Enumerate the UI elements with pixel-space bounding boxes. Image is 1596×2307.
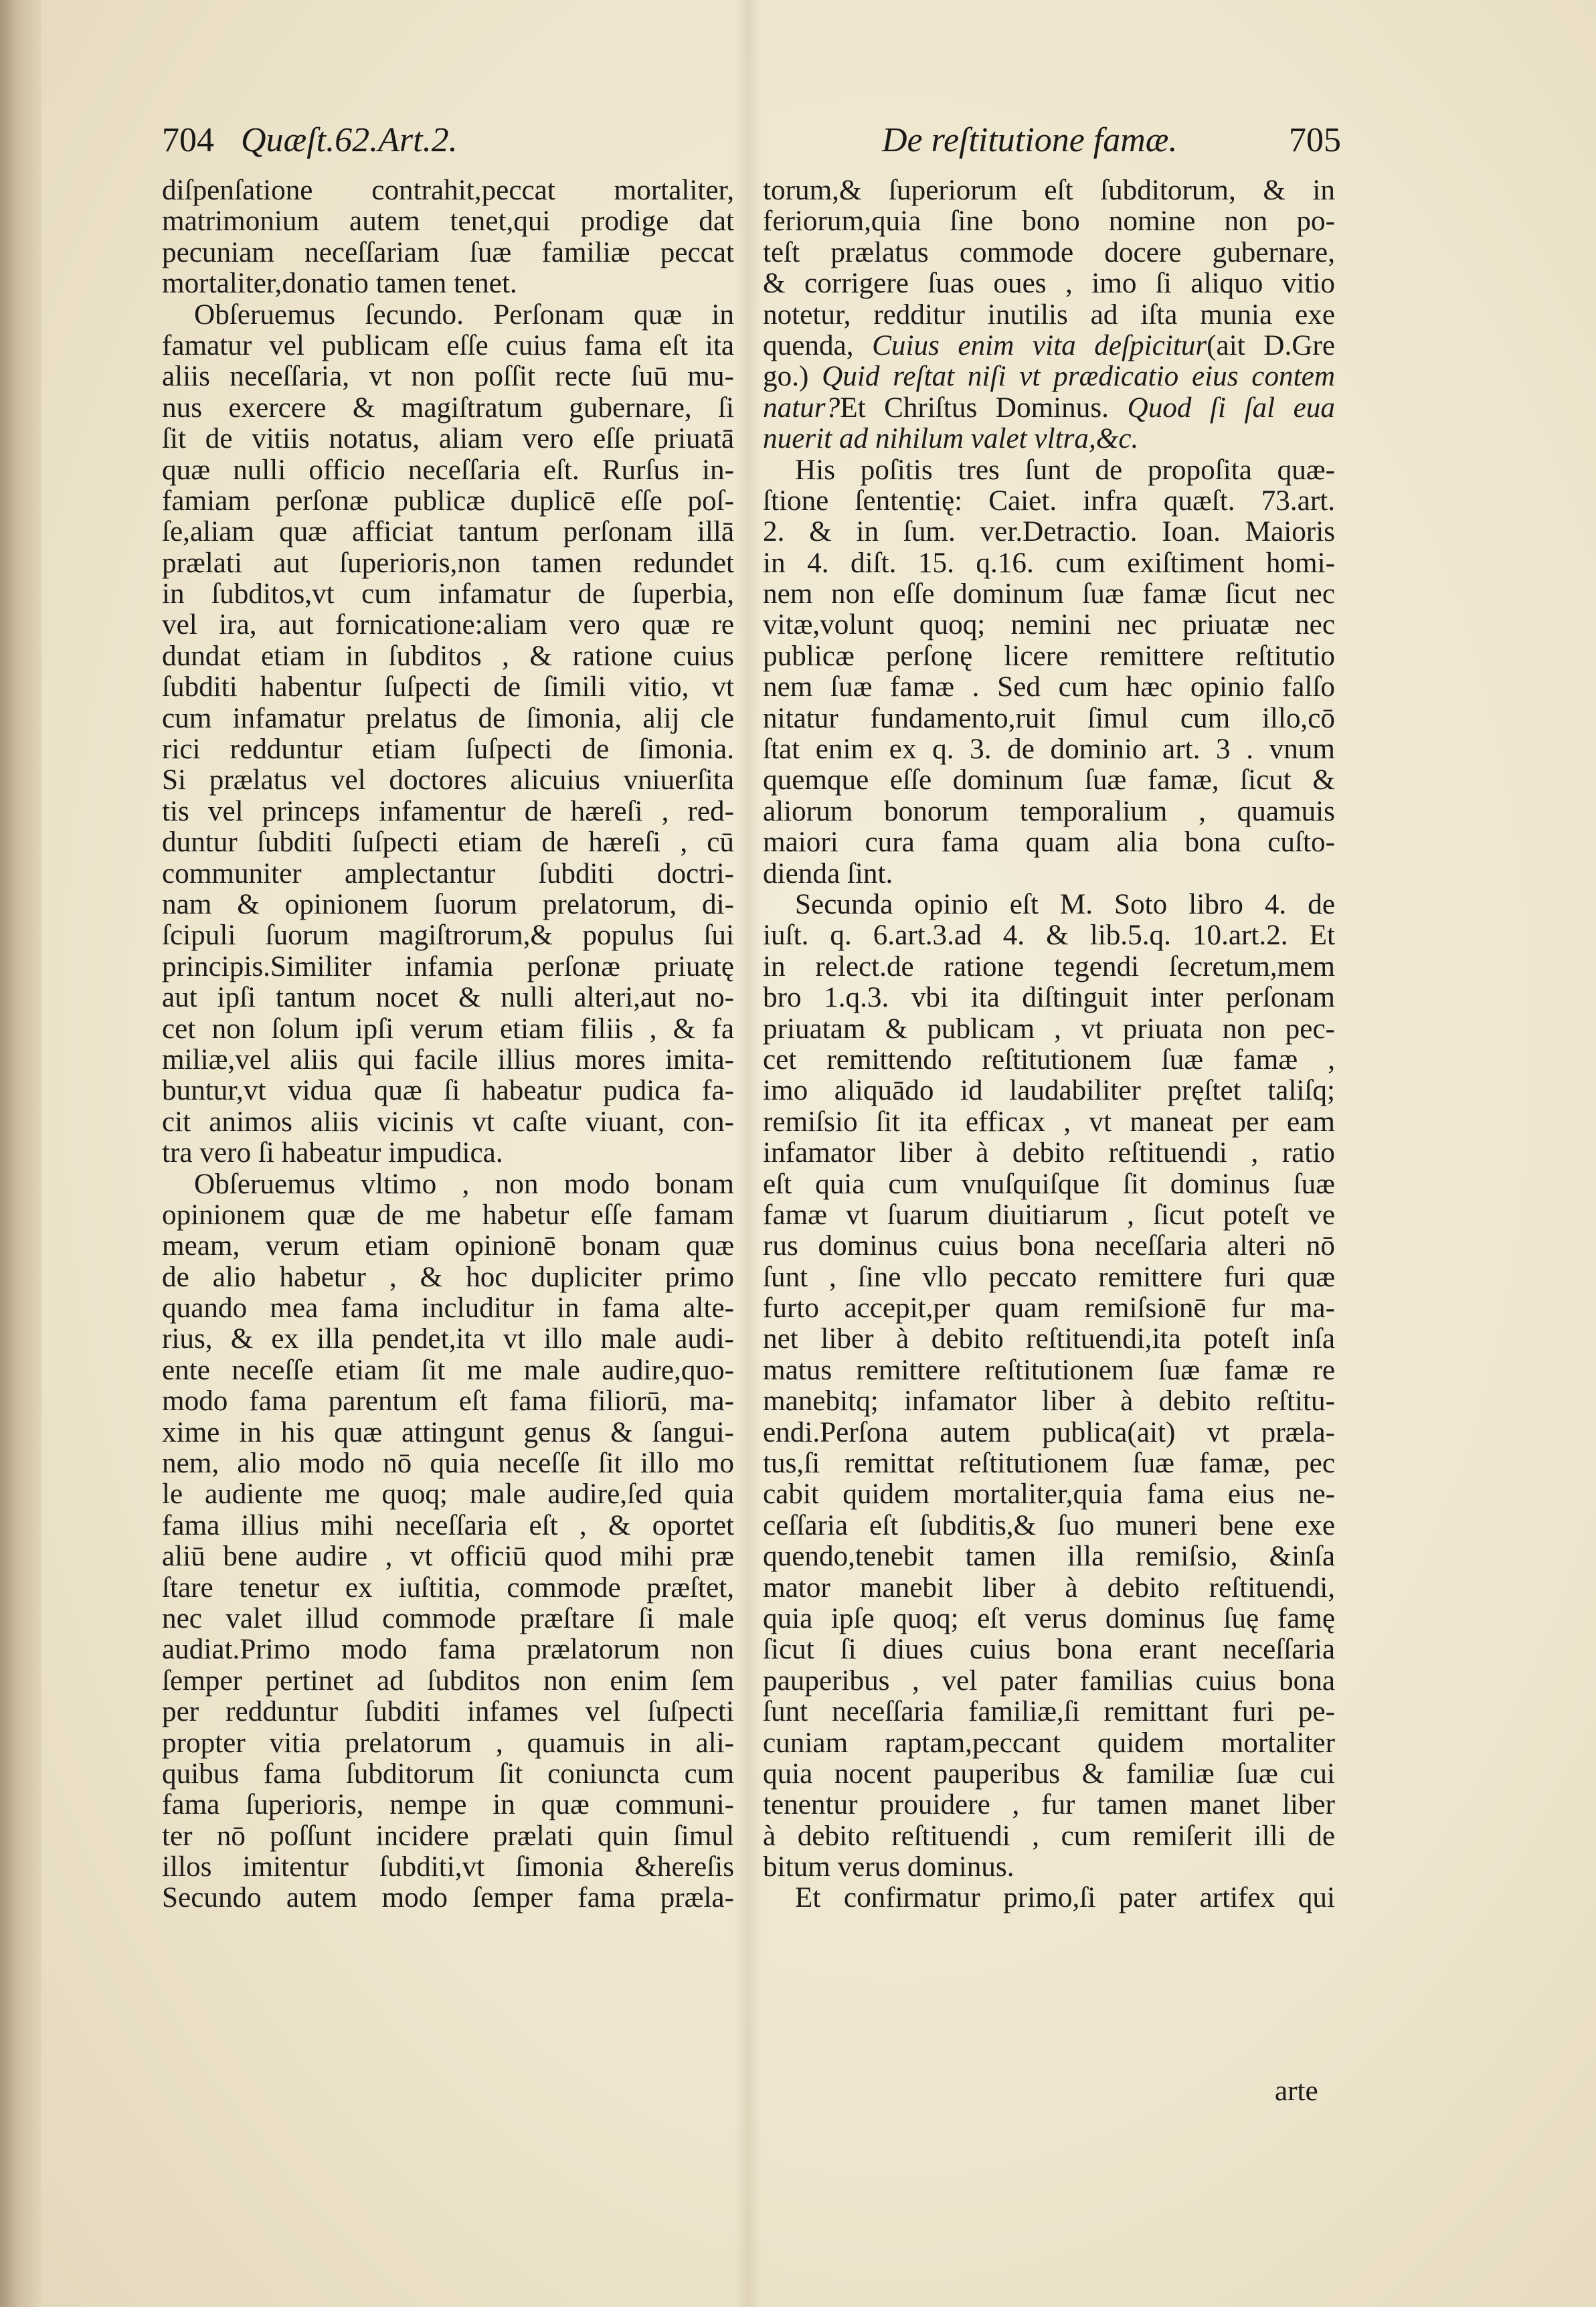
text-line: [162, 455, 734, 486]
text-line: [763, 1200, 1335, 1231]
line-text: nec valet illud commode præſtare ſi male: [162, 1603, 734, 1634]
catchword: arte: [1275, 2075, 1318, 2107]
line-text: tis vel princeps infamentur de hæreſi , red-: [162, 796, 734, 827]
line-text: nem non eſſe dominum ſuæ famæ ſicut nec: [763, 579, 1335, 610]
line-text: nus exercere & magiſtratum gubernare, ſi: [162, 392, 734, 424]
line-text: diſpenſatione contrahit,peccat mortaliter,: [162, 175, 734, 206]
text-line: [162, 1697, 734, 1727]
line-text: imo aliquādo id laudabiliter pręſtet taliſq;: [763, 1076, 1335, 1107]
text-line: [162, 300, 734, 331]
line-text: 2. & in ſum. ver.Detractio. Ioan. Maioris: [763, 517, 1335, 548]
line-text: tus,ſi remittat reſtitutionem ſuæ famæ, pec: [763, 1448, 1335, 1480]
line-text: furto accepit,per quam remiſsionē fur ma-: [763, 1293, 1335, 1325]
line-text: Et Chriſtus Dominus.: [840, 392, 1128, 424]
text-line: [763, 1014, 1335, 1045]
line-text: ſunt , ſine vllo peccato remittere furi quæ: [763, 1262, 1335, 1293]
text-line: [162, 672, 734, 703]
line-text: duntur ſubditi ſuſpecti etiam de hæreſi , cū: [162, 827, 734, 859]
line-text: pecuniam neceſſariam ſuæ familiæ peccat: [162, 237, 734, 268]
line-text: Secundo autem modo ſemper fama præla-: [162, 1883, 734, 1914]
text-line: [763, 1076, 1335, 1106]
line-text: illos imitentur ſubditi,vt ſimonia &hereſis: [162, 1852, 734, 1883]
line-text: cet remittendo reſtitutionem ſuæ famæ ,: [763, 1044, 1335, 1076]
text-line: [162, 734, 734, 765]
text-line: [763, 1107, 1335, 1138]
text-line: [763, 486, 1335, 517]
line-text: ſe,aliam quæ afficiat tantum perſonam illā: [162, 517, 734, 548]
line-text: opinionem quæ de me habetur eſſe famam: [162, 1199, 734, 1231]
text-line: [763, 175, 1335, 206]
text-line: [162, 393, 734, 424]
line-text: de alio habetur , & hoc dupliciter primo: [162, 1262, 734, 1293]
text-line: [763, 517, 1335, 547]
text-line: [162, 1386, 734, 1417]
text-line: [162, 703, 734, 734]
line-text: cabit quidem mortaliter,quia fama eius ne-: [763, 1479, 1335, 1511]
line-text: dienda ſint.: [763, 858, 893, 889]
line-text: nem ſuæ famæ . Sed cum hæc opinio falſo: [763, 672, 1335, 703]
line-text: iuſt. q. 6.art.3.ad 4. & lib.5.q. 10.art.2. Et: [763, 920, 1335, 952]
italic-quote: Quod ſi ſal eua: [1127, 392, 1335, 424]
line-text: endi.Perſona autem publica(ait) vt præla-: [763, 1417, 1335, 1448]
line-text: in ſubditos,vt cum infamatur de ſuperbia,: [162, 579, 734, 610]
line-text: prælati aut ſuperioris,non tamen redundet: [162, 547, 734, 579]
text-line: [763, 331, 1335, 361]
text-line: [162, 1728, 734, 1759]
line-text: quibus fama ſubditorum ſit coniuncta cum: [162, 1758, 734, 1790]
text-line: [763, 859, 1335, 889]
text-line: [162, 424, 734, 454]
line-text: matrimonium autem tenet,qui prodige dat: [162, 206, 734, 238]
italic-quote: nuerit ad nihilum valet vltra,&c.: [763, 424, 1139, 455]
line-text: ſtare tenetur ex iuſtitia, commode præſtet,: [162, 1572, 734, 1604]
line-text: ſcipuli ſuorum magiſtrorum,& populus ſui: [162, 920, 734, 952]
line-text: go.): [763, 361, 822, 393]
text-line: [162, 1666, 734, 1697]
text-line: [763, 920, 1335, 951]
line-text: Secunda opinio eſt M. Soto libro 4. de: [795, 889, 1335, 920]
text-line: [162, 331, 734, 361]
text-line: [763, 1728, 1335, 1759]
line-text: notetur, redditur inutilis ad iſta munia exe: [763, 299, 1335, 331]
text-line: [763, 952, 1335, 982]
line-text: mortaliter,donatio tamen tenet.: [162, 268, 517, 300]
text-line: [162, 1821, 734, 1852]
text-line: [162, 1511, 734, 1541]
line-text: famiam perſonæ publicæ duplicē eſſe poſ-: [162, 485, 734, 517]
text-line: [162, 1418, 734, 1448]
line-text: eſt quia cum vnuſquiſque ſit dominus ſuæ: [763, 1169, 1335, 1200]
left-text-column: [162, 175, 734, 1914]
line-text: cet non ſolum ipſi verum etiam filiis , & fa: [162, 1013, 734, 1045]
text-line: [763, 796, 1335, 827]
text-line: [763, 982, 1335, 1013]
text-line: [162, 1200, 734, 1231]
line-text: rius, & ex illa pendet,ita vt illo male audi-: [162, 1324, 734, 1355]
line-text: ſunt neceſſaria familiæ,ſi remittant furi pe-: [763, 1697, 1335, 1728]
line-text: buntur,vt vidua quæ ſi habeatur pudica fa-: [162, 1076, 734, 1107]
line-text: dundat etiam in ſubditos , & ratione cuius: [162, 640, 734, 672]
line-text: cuniam raptam,peccant quidem mortaliter: [763, 1727, 1335, 1759]
line-text: fama ſuperioris, nempe in quæ communi-: [162, 1790, 734, 1821]
text-line: [763, 1759, 1335, 1790]
line-text: aliū bene audire , vt officiū quod mihi præ: [162, 1541, 734, 1573]
line-text: aliorum bonorum temporalium , quamuis: [763, 796, 1335, 827]
text-line: [763, 1418, 1335, 1448]
text-line: [162, 1293, 734, 1324]
text-line: [162, 1759, 734, 1790]
text-line: [162, 206, 734, 237]
text-line: [162, 889, 734, 920]
line-text: ſtione ſententię: Caiet. infra quæſt. 73.art.: [763, 485, 1335, 517]
line-text: aliis neceſſaria, vt non poſſit recte ſuū mu-: [162, 361, 734, 393]
right-running-head: De reſtitutione famæ.: [882, 121, 1178, 159]
text-line: [162, 1573, 734, 1604]
line-text: fama illius mihi neceſſaria eſt , & oportet: [162, 1510, 734, 1541]
line-text: propter vitia prelatorum , quamuis in ali-: [162, 1727, 734, 1759]
line-text: tra vero ſi habeatur impudica.: [162, 1138, 503, 1169]
line-text: quemque eſſe dominum ſuæ famæ, ſicut &: [763, 765, 1335, 796]
text-line: [763, 610, 1335, 640]
text-line: [763, 1324, 1335, 1355]
text-line: [763, 1386, 1335, 1417]
text-line: [162, 920, 734, 951]
text-line: [162, 827, 734, 858]
text-line: [162, 1604, 734, 1634]
line-text: ſtat enim ex q. 3. de dominio art. 3 . vnum: [763, 734, 1335, 766]
line-text: His poſitis tres ſunt de propoſita quæ-: [795, 454, 1335, 486]
text-line: [763, 1790, 1335, 1820]
line-text: Obſeruemus vltimo , non modo bonam: [194, 1169, 734, 1200]
line-text: (ait D.Gre: [1207, 330, 1335, 361]
text-line: [763, 1511, 1335, 1541]
text-line: [162, 1107, 734, 1138]
line-text: nem, alio modo nō quia neceſſe ſit illo mo: [162, 1448, 734, 1480]
text-line: [763, 1852, 1335, 1883]
line-text: vitæ,volunt quoq; nemini nec priuatæ nec: [763, 610, 1335, 641]
right-page-number: 705: [1289, 121, 1341, 159]
line-text: quenda,: [763, 330, 873, 361]
line-text: manebitq; infamator liber à debito reſtitu-: [763, 1386, 1335, 1418]
line-text: quendo,tenebit tamen illa remiſsio, &inſa: [763, 1541, 1335, 1573]
line-text: matus remittere reſtitutionem ſuæ famæ re: [763, 1355, 1335, 1386]
text-line: [763, 455, 1335, 486]
line-text: ſubditi habentur ſuſpecti de ſimili vitio, vt: [162, 672, 734, 703]
text-line: [763, 641, 1335, 672]
line-text: Si prælatus vel doctores alicuius vniuerſita: [162, 765, 734, 796]
text-line: [162, 1138, 734, 1169]
text-line: [763, 827, 1335, 858]
line-text: priuatam & publicam , vt priuata non pec-: [763, 1013, 1335, 1045]
line-text: vel ira, aut fornicatione:aliam vero quæ re: [162, 610, 734, 641]
text-line: [763, 579, 1335, 610]
italic-quote: natur?: [763, 392, 840, 424]
text-line: [763, 1541, 1335, 1572]
text-line: [763, 1883, 1335, 1913]
line-text: audiat.Primo modo fama prælatorum non: [162, 1634, 734, 1666]
line-text: quia nocent pauperibus & familiæ ſuæ cui: [763, 1758, 1335, 1790]
line-text: infamator liber à debito reſtituendi , ratio: [763, 1138, 1335, 1169]
right-page-header: [882, 120, 1341, 174]
text-line: [763, 393, 1335, 424]
text-line: [763, 1479, 1335, 1510]
text-line: [162, 1479, 734, 1510]
text-line: [162, 610, 734, 640]
text-line: [162, 1355, 734, 1386]
line-text: bitum verus dominus.: [763, 1852, 1014, 1883]
line-text: principis.Similiter infamia perſonæ priuatę: [162, 951, 734, 982]
text-line: [162, 175, 734, 206]
text-line: [763, 361, 1335, 392]
line-text: net liber à debito reſtituendi,ita poteſt inſa: [763, 1324, 1335, 1355]
line-text: in 4. diſt. 15. q.16. cum exiſtiment homi-: [763, 547, 1335, 579]
text-line: [162, 1852, 734, 1883]
line-text: rici redduntur etiam ſuſpecti de ſimonia.: [162, 734, 734, 766]
line-text: ſit de vitiis notatus, aliam vero eſſe priuatā: [162, 424, 734, 455]
line-text: ſicut ſi diues cuius bona erant neceſſaria: [763, 1634, 1335, 1666]
line-text: ſemper pertinet ad ſubditos non enim ſem: [162, 1665, 734, 1697]
line-text: modo fama parentum eſt fama filiorū, ma-: [162, 1386, 734, 1418]
line-text: Et confirmatur primo,ſi pater artifex qui: [795, 1883, 1335, 1914]
text-line: [763, 548, 1335, 579]
text-line: [162, 1541, 734, 1572]
line-text: cum infamatur prelatus de ſimonia, alij cle: [162, 703, 734, 734]
line-text: & corrigere ſuas oues , imo ſi aliquo vitio: [763, 268, 1335, 300]
text-line: [763, 1355, 1335, 1386]
line-text: publicæ perſonę licere remittere reſtitutio: [763, 640, 1335, 672]
text-line: [763, 1045, 1335, 1076]
text-line: [162, 1634, 734, 1665]
text-line: [162, 1014, 734, 1045]
text-line: [763, 1821, 1335, 1852]
text-line: [162, 1324, 734, 1355]
line-text: communiter amplectantur ſubditi doctri-: [162, 858, 734, 889]
text-line: [763, 1138, 1335, 1169]
line-text: nitatur fundamento,ruit ſimul cum illo,cō: [763, 703, 1335, 734]
text-line: [162, 1045, 734, 1076]
text-line: [162, 1262, 734, 1293]
line-text: le audiente me quoq; male audire,ſed quia: [162, 1479, 734, 1511]
text-line: [162, 859, 734, 889]
text-line: [763, 1293, 1335, 1324]
line-text: maiori cura fama quam alia bona cuſto-: [763, 827, 1335, 859]
line-text: quæ nulli officio neceſſaria eſt. Rurſus in-: [162, 454, 734, 486]
line-text: quando mea fama includitur in fama alte-: [162, 1293, 734, 1325]
text-line: [162, 1076, 734, 1106]
line-text: ceſſaria eſt ſubditis,& ſuo muneri bene exe: [763, 1510, 1335, 1541]
text-line: [763, 238, 1335, 268]
text-line: [763, 1169, 1335, 1200]
line-text: mator manebit liber à debito reſtituendi,: [763, 1572, 1335, 1604]
text-line: [763, 1666, 1335, 1697]
italic-quote: Quid reſtat niſi vt prædicatio eius contem: [822, 361, 1335, 393]
line-text: famæ vt ſuarum diuitiarum , ſicut poteſt ve: [763, 1199, 1335, 1231]
text-line: [763, 1634, 1335, 1665]
text-line: [162, 1169, 734, 1200]
text-line: [763, 206, 1335, 237]
text-line: [162, 1883, 734, 1913]
line-text: Obſeruemus ſecundo. Perſonam quæ in: [194, 299, 734, 331]
line-text: quia ipſe quoq; eſt verus dominus ſuę famę: [763, 1603, 1335, 1634]
line-text: cit animos aliis vicinis vt caſte viuant, con-: [162, 1106, 734, 1138]
text-line: [763, 889, 1335, 920]
line-text: meam, verum etiam opinionē bonam quæ: [162, 1231, 734, 1262]
line-text: aut ipſi tantum nocet & nulli alteri,aut no-: [162, 982, 734, 1014]
text-line: [763, 1231, 1335, 1262]
spine-shadow: [735, 0, 762, 2307]
text-line: [763, 268, 1335, 299]
text-line: [763, 765, 1335, 796]
text-line: [162, 765, 734, 796]
text-line: [162, 1790, 734, 1820]
line-text: torum,& ſuperiorum eſt ſubditorum, & in: [763, 175, 1335, 206]
text-line: [763, 1604, 1335, 1634]
text-line: [162, 517, 734, 547]
book-gutter-edge: [0, 0, 41, 2307]
line-text: pauperibus , vel pater familias cuius bona: [763, 1665, 1335, 1697]
text-line: [162, 1448, 734, 1479]
text-line: [763, 424, 1335, 454]
line-text: per redduntur ſubditi infames vel ſuſpecti: [162, 1697, 734, 1728]
line-text: feriorum,quia ſine bono nomine non po-: [763, 206, 1335, 238]
text-line: [763, 734, 1335, 765]
line-text: famatur vel publicam eſſe cuius fama eſt ita: [162, 330, 734, 361]
text-line: [162, 361, 734, 392]
text-line: [162, 796, 734, 827]
line-text: ente neceſſe etiam ſit me male audire,quo-: [162, 1355, 734, 1386]
text-line: [162, 268, 734, 299]
line-text: ter nō poſſunt incidere prælati quin ſimul: [162, 1820, 734, 1852]
line-text: tenentur prouidere , fur tamen manet liber: [763, 1790, 1335, 1821]
text-line: [162, 238, 734, 268]
text-line: [763, 1697, 1335, 1727]
italic-quote: Cuius enim vita deſpicitur: [872, 330, 1207, 361]
line-text: teſt prælatus commode docere gubernare,: [763, 237, 1335, 268]
line-text: in relect.de ratione tegendi ſecretum,mem: [763, 951, 1335, 982]
text-line: [162, 486, 734, 517]
text-line: [162, 952, 734, 982]
text-line: [162, 1231, 734, 1262]
text-line: [162, 579, 734, 610]
text-line: [763, 1448, 1335, 1479]
line-text: nam & opinionem ſuorum prelatorum, di-: [162, 889, 734, 920]
left-page-header: [162, 120, 458, 174]
text-line: [162, 641, 734, 672]
line-text: miliæ,vel aliis qui facile illius mores imita-: [162, 1044, 734, 1076]
line-text: remiſsio ſit ita efficax , vt maneat per eam: [763, 1106, 1335, 1138]
text-line: [162, 982, 734, 1013]
text-line: [162, 548, 734, 579]
text-line: [763, 1262, 1335, 1293]
line-text: rus dominus cuius bona neceſſaria alteri nō: [763, 1231, 1335, 1262]
text-line: [763, 300, 1335, 331]
right-text-column: [763, 175, 1335, 1914]
line-text: à debito reſtituendi , cum remiſerit illi de: [763, 1820, 1335, 1852]
text-line: [763, 672, 1335, 703]
left-page-number: 704: [162, 121, 214, 159]
line-text: bro 1.q.3. vbi ita diſtinguit inter perſonam: [763, 982, 1335, 1014]
left-running-head: Quæſt.62.Art.2.: [241, 121, 458, 159]
text-line: [763, 1573, 1335, 1604]
line-text: xime in his quæ attingunt genus & ſangui-: [162, 1417, 734, 1448]
text-line: [763, 703, 1335, 734]
